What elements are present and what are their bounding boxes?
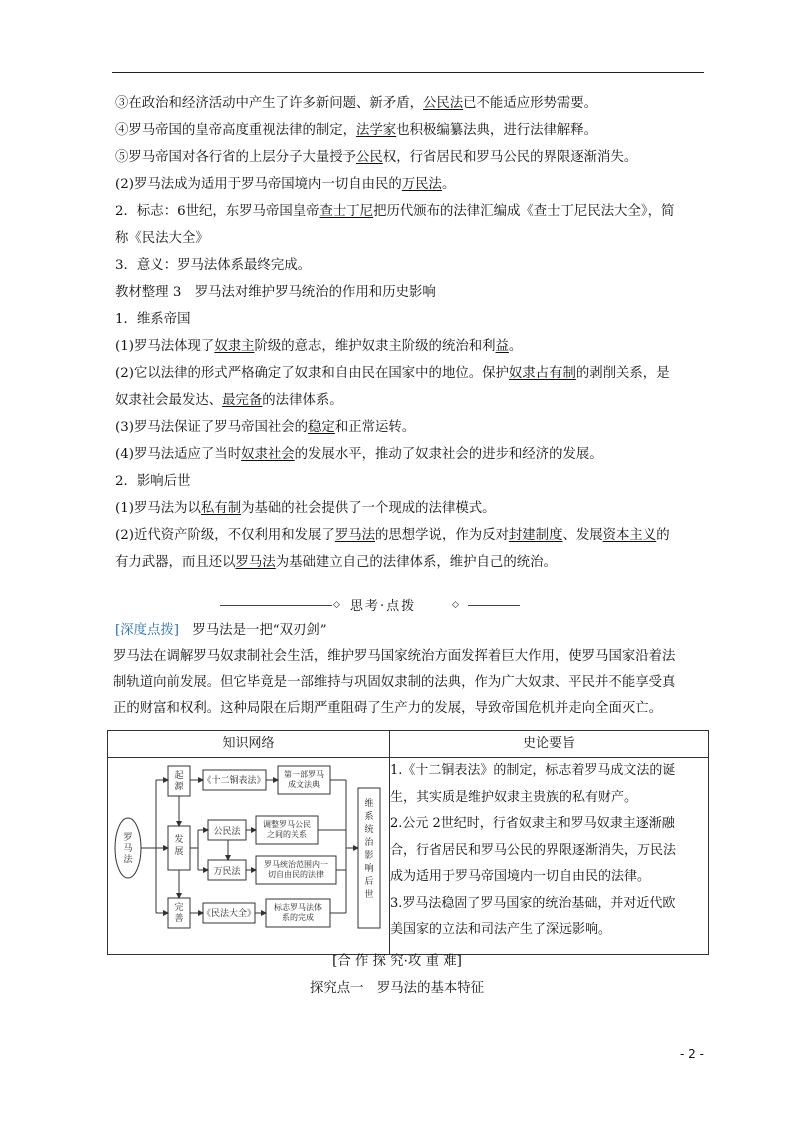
divider-line-right [468, 605, 520, 606]
table-header-gist: 史论要旨 [390, 731, 709, 758]
diagram-gentium-desc: 罗马统治范围内一切自由民的法律 [264, 860, 328, 879]
diagram-corpus-label: 《民法大全》 [201, 909, 257, 919]
deep-tip-line: 正的财富和权利。这种局限在后期严重阻碍了生产力的发展，导致帝国危机并走向全面灭亡。 [113, 701, 663, 716]
diagram-root-label: 罗马法 [123, 833, 133, 865]
knowledge-diagram-cell [108, 758, 390, 955]
text-line: (2)近代资产阶级，不仅利用和发展了罗马法的思想学说，作为反对封建制度、发展资本主义的 [115, 528, 670, 543]
text-line: ④罗马帝国的皇帝高度重视法律的制定，法学家也积极编纂法典，进行法律解释。 [115, 123, 598, 138]
text-line: (4)罗马法适应了当时奴隶社会的发展水平，推动了奴隶社会的进步和经济的发展。 [115, 447, 603, 462]
diagram-develop-label: 发展 [174, 835, 184, 857]
text-line: 2．标志：6世纪，东罗马帝国皇帝查士丁尼把历代颁布的法律汇编成《查士丁尼民法大全》，简 [115, 204, 675, 219]
deep-tip [115, 618, 707, 722]
text-line: ③在政治和经济活动中产生了许多新问题、新矛盾，公民法已不能适应形势需要。 [115, 96, 598, 111]
text-line: (2)它以法律的形式严格确定了奴隶和自由民在国家中的地位。保护奴隶占有制的剥削关系，是 [115, 366, 670, 381]
gist-line: 1.《十二铜表法》的制定，标志着罗马成文法的诞 [390, 763, 676, 778]
gist-line: 3.罗马法稳固了罗马国家的统治基础，并对近代欧 [390, 895, 676, 911]
think-divider [0, 590, 794, 616]
diagram-twelve-label: 《十二铜表法》 [202, 776, 266, 786]
body-text [115, 90, 705, 576]
text-line: 称《民法大全》 [115, 231, 209, 246]
gist-line: 美国家的立法和司法产生了深远影响。 [390, 922, 612, 937]
deep-tip-tag: [深度点拨] [115, 623, 180, 638]
divider-line-left [220, 605, 332, 606]
diagram-first-label: 第一部罗马成文法典 [284, 770, 324, 789]
knowledge-table [107, 730, 709, 955]
diagram-civil-label: 公民法 [213, 827, 241, 837]
gist-line: 2.公元 2世纪时，行省奴隶主和罗马奴隶主逐渐融 [390, 816, 675, 831]
text-line: (1)罗马法为以私有制为基础的社会提供了一个现成的法律模式。 [115, 501, 496, 516]
gist-line: 成为适用于罗马帝国境内一切自由民的法律。 [390, 869, 651, 884]
text-line: 1．维系帝国 [115, 312, 191, 327]
diamond-icon: ◇ [452, 600, 459, 610]
diamond-icon: ◇ [333, 600, 340, 610]
heading-textbook-3: 教材整理 3 罗马法对维护罗马统治的作用和历史影响 [115, 285, 436, 300]
page-number: - 2 - [680, 1047, 704, 1061]
deep-tip-title: 罗马法是一把“双刃剑” [179, 623, 327, 638]
diagram-corpus-desc: 标志罗马法体系的完成 [274, 903, 322, 922]
text-line: (2)罗马法成为适用于罗马帝国境内一切自由民的万民法。 [115, 177, 456, 192]
text-line: 有力武器，而且还以罗马法为基础建立自己的法律体系，维护自己的统治。 [115, 555, 557, 570]
knowledge-diagram [108, 758, 388, 950]
header-rule [112, 72, 704, 73]
text-line: (1)罗马法体现了奴隶主阶级的意志，维护奴隶主阶级的统治和利益。 [115, 339, 523, 354]
text-line: 奴隶社会最发达、最完备的法律体系。 [115, 393, 343, 408]
table-header-network: 知识网络 [108, 731, 390, 758]
divider-label: 思考·点拨 [350, 599, 417, 614]
text-line: 3．意义：罗马法体系最终完成。 [115, 258, 311, 273]
deep-tip-line: 制轨道向前发展。但它毕竟是一部维持与巩固奴隶制的法典，作为广大奴隶、平民并不能享受真 [113, 675, 676, 690]
subsection-title: 探究点一 罗马法的基本特征 [309, 981, 485, 996]
gist-line: 生，其实质是维护奴隶主贵族的私有财产。 [390, 789, 638, 805]
diagram-gentium-label: 万民法 [213, 867, 241, 877]
diagram-origin-label: 起源 [174, 771, 184, 792]
deep-tip-heading [115, 618, 707, 644]
diagram-civil-desc: 调整罗马公民之间的关系 [263, 820, 311, 839]
gist-cell [390, 758, 709, 955]
text-line: ⑤罗马帝国对各行省的上层分子大量授予公民权，行省居民和罗马公民的界限逐渐消失。 [115, 150, 638, 165]
deep-tip-line: 罗马法在调解罗马奴隶制社会生活，维护罗马国家统治方面发挥着巨大作用，使罗马国家沿着法 [113, 649, 676, 664]
text-line: (3)罗马法保证了罗马帝国社会的稳定和正常运转。 [115, 420, 416, 435]
diagram-perfect-label: 完善 [174, 903, 184, 924]
diagram-side-label: 维系统治影响后世 [364, 799, 374, 900]
text-line: 2．影响后世 [115, 474, 191, 489]
section-title: [合 作 探 究·攻 重 难] [332, 954, 462, 969]
gist-line: 合，行省居民和罗马公民的界限逐渐消失，万民法 [390, 842, 677, 858]
